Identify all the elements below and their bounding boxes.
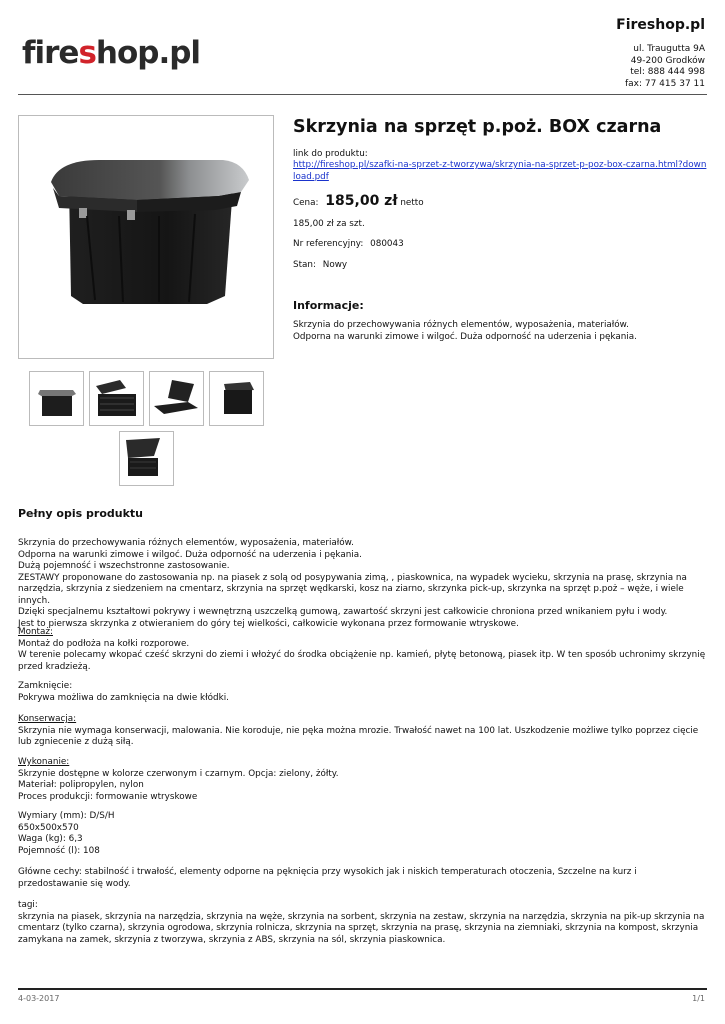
konserwacja-heading: Konserwacja:: [18, 714, 77, 724]
product-main-image[interactable]: [18, 115, 274, 359]
konserwacja-section: [18, 714, 708, 749]
info-line: Odporna na warunki zimowe i wilgoć. Duża odporność na uderzenia i pękania.: [293, 331, 637, 342]
zamkniecie-section: [18, 681, 708, 704]
company-address: [625, 44, 705, 90]
footer-page-number: 1/1: [692, 994, 705, 1003]
zamkniecie-line: Pokrywa możliwa do zamknięcia na dwie kłódki.: [18, 692, 229, 703]
product-link-url[interactable]: http://fireshop.pl/szafki-na-sprzet-z-tworzywa/skrzynia-na-sprzet-p-poz-box-czarna.html?download.pdf: [293, 160, 707, 182]
header-divider: [18, 94, 707, 95]
price-row: [293, 193, 424, 209]
tags-heading: tagi:: [18, 900, 38, 910]
dimension-line: Waga (kg): 6,3: [18, 834, 83, 844]
state-row: [293, 260, 347, 272]
dimension-line: 650x500x570: [18, 822, 79, 833]
reference-label: Nr referencyjny:: [293, 239, 364, 249]
features-line: Główne cechy: stabilność i trwałość, elementy odporne na pęknięcia przy wysokich jak i niskich temperaturach otoczenia, Szczelne na kurz i przedostawanie się wody.: [18, 867, 637, 889]
features-section: [18, 867, 708, 890]
fireshop-logo[interactable]: fireshop.pl: [22, 35, 201, 71]
state-value: Nowy: [322, 260, 348, 270]
description-intro: [18, 538, 708, 630]
product-thumbnail[interactable]: [29, 371, 84, 426]
description-line: Skrzynia do przechowywania różnych elementów, wyposażenia, materiałów.: [18, 538, 354, 548]
montaz-line: W terenie polecamy wkopać cześć skrzyni do ziemi i włożyć do środka obciążenie np. kamień, płytę betonową, piasek itp. W ten sposób uchronimy skrzynię przed kradzieżą.: [18, 650, 706, 672]
description-line: Dużą pojemność i wszechstronne zastosowanie.: [18, 561, 230, 571]
phone-line: tel: 888 444 998: [630, 67, 705, 77]
footer-date: 4-03-2017: [18, 994, 60, 1003]
dimensions-section: [18, 811, 708, 857]
reference-row: [293, 239, 404, 251]
footer-divider: [18, 988, 707, 990]
price-suffix: netto: [400, 198, 424, 208]
info-text: [293, 320, 637, 343]
konserwacja-line: Skrzynia nie wymaga konserwacji, malowania. Nie koroduje, nie pęka można mrozie. Trwałość nawet na 100 lat. Uszkodzenie możliwe tylko poprzez cięcie lub zgniecenie z dużą siłą.: [18, 725, 699, 747]
product-title: Skrzynia na sprzęt p.poż. BOX czarna: [293, 117, 662, 137]
description-line: Dzięki specjalnemu kształtowi pokrywy i wewnętrzną uszczelką gumową, zawartość skrzyni jest całkowicie chroniona przed wnikaniem pyłu i wody.: [18, 607, 668, 617]
price-label: Cena:: [293, 198, 319, 208]
wykonanie-line: Proces produkcji: formowanie wtryskowe: [18, 791, 198, 802]
product-link-label: link do produktu:: [293, 149, 368, 159]
unit-price: 185,00 zł za szt.: [293, 219, 365, 229]
address-line: ul. Traugutta 9A: [633, 44, 705, 54]
company-name: Fireshop.pl: [616, 17, 705, 33]
full-description-heading: Pełny opis produktu: [18, 507, 143, 520]
info-heading: Informacje:: [293, 299, 364, 312]
description-line: Odporna na warunki zimowe i wilgoć. Duża odporność na uderzenia i pękania.: [18, 549, 362, 560]
fax-line: fax: 77 415 37 11: [624, 78, 705, 89]
description-line: Jest to pierwsza skrzynka z otwieraniem do góry tej wielkości, całkowicie wykonana przez formowanie wtryskowe.: [18, 618, 519, 629]
price-value: 185,00 zł: [325, 193, 398, 209]
reference-value: 080043: [370, 239, 404, 249]
wykonanie-section: [18, 757, 708, 803]
address-line: 49-200 Grodków: [630, 55, 705, 66]
state-label: Stan:: [293, 260, 316, 270]
montaz-line: Montaż do podłoża na kołki rozporowe.: [18, 638, 190, 649]
montaz-section: [18, 627, 708, 673]
product-link[interactable]: [293, 160, 707, 183]
dimension-line: Wymiary (mm): D/S/H: [18, 811, 115, 821]
product-thumbnail[interactable]: [209, 371, 264, 426]
product-thumbnail[interactable]: [89, 371, 144, 426]
tags-section: [18, 900, 708, 946]
description-line: ZESTAWY proponowane do zastosowania np. na piasek z solą od posypywania zimą, , piaskownica, na wypadek wycieku, skrzynia na prasę, skrzynia na narzędzia, skrzynia z siedzeniem na cmentarz, skrzynia na sprzęt wędkarski, kosz na ziarno, skrzynka pick-up, skrzynka na sprzęt p.poż – węże, i wiele innych.: [18, 572, 687, 606]
dimension-line: Pojemność (l): 108: [18, 845, 100, 856]
product-thumbnail[interactable]: [119, 431, 174, 486]
wykonanie-heading: Wykonanie:: [18, 757, 70, 767]
zamkniecie-heading: Zamknięcie:: [18, 681, 73, 691]
info-line: Skrzynia do przechowywania różnych elementów, wyposażenia, materiałów.: [293, 320, 629, 330]
wykonanie-line: Skrzynie dostępne w kolorze czerwonym i czarnym. Opcja: zielony, żółty.: [18, 768, 339, 779]
montaz-heading: Montaż:: [18, 627, 53, 637]
product-thumbnail[interactable]: [149, 371, 204, 426]
tags-line: skrzynia na piasek, skrzynia na narzędzia, skrzynia na węże, skrzynia na sorbent, skrzynia na zestaw, skrzynia na narzędzia, skrzynia na pik-up skrzynia na cmentarz (tylko czarna), skrzynia ogrodowa, skrzynia rolnicza, skrzynia na sprzęt, skrzynia na prasę, skrzynia na ziemniaki, skrzynia na kompost, skrzynia zamykana na zamek, skrzynia z tworzywa, skrzynia z ABS, skrzynia na sól, skrzynia piaskownica.: [18, 911, 705, 945]
wykonanie-line: Materiał: polipropylen, nylon: [18, 780, 144, 790]
